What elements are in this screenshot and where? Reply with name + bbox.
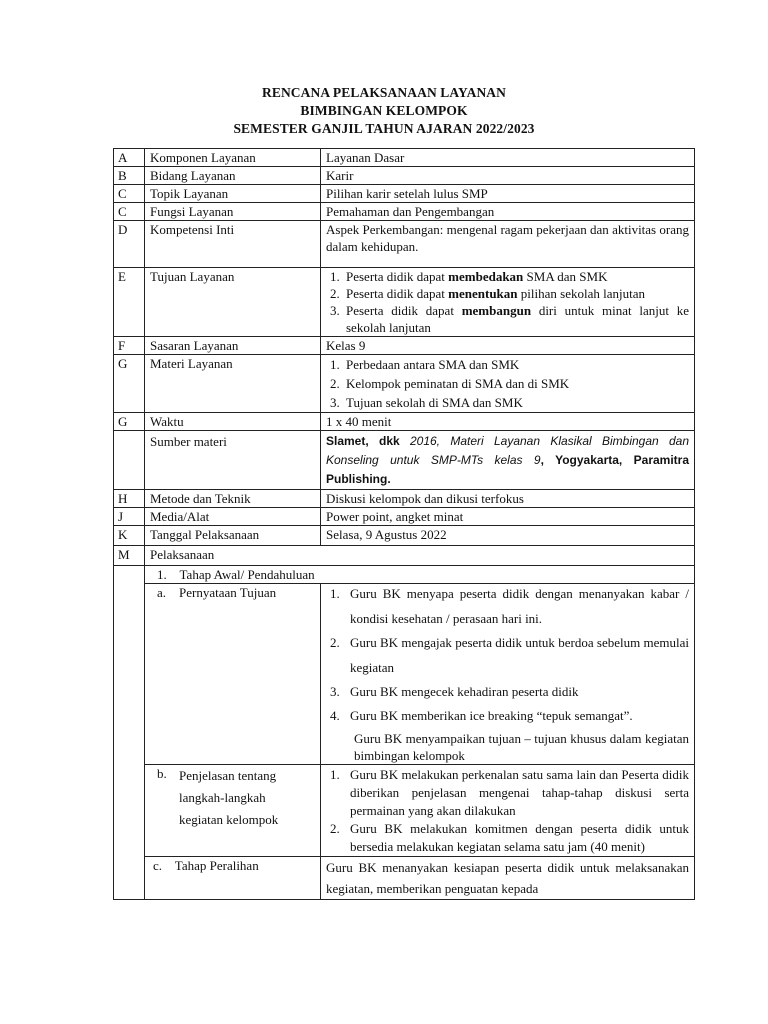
table-row [114,490,695,508]
table-row [114,857,695,900]
row-label: Sumber materi [145,431,321,490]
row-value: Diskusi kelompok dan dikusi terfokus [321,490,695,508]
table-row [114,765,695,857]
stage-b-content [321,765,695,857]
row-value: Layanan Dasar [321,149,695,167]
list-item: 1. Guru BK melakukan perkenalan satu sama lain dan Peserta didik diberikan penjelasan mengenai tahap-tahap diskusi serta permainan yang akan dilakukan [330,767,689,818]
list-item: 3. Tujuan sekolah di SMA dan SMK [330,395,523,410]
empty-cell [114,566,145,900]
list-item: 1. Guru BK menyapa peserta didik dengan menanyakan kabar / kondisi kesehatan / perasaan hari ini. [330,586,689,626]
row-value: Karir [321,167,695,185]
table-row [114,584,695,765]
row-code: H [114,490,145,508]
row-code: G [114,413,145,431]
title-line-1: RENCANA PELAKSANAAN LAYANAN [262,85,506,100]
row-label: Metode dan Teknik [145,490,321,508]
title-line-3: SEMESTER GANJIL TAHUN AJARAN 2022/2023 [233,121,535,136]
row-code: M [114,546,145,566]
list-item: 3. Peserta didik dapat membangun diri untuk minat lanjut ke sekolah lanjutan [330,303,689,335]
table-row [114,546,695,566]
row-label: Bidang Layanan [145,167,321,185]
list-item: 4. Guru BK memberikan ice breaking “tepuk semangat”. [330,708,633,723]
tujuan-khusus-text: Guru BK menyampaikan tujuan – tujuan khusus dalam kegiatan bimbingan kelompok [354,731,689,763]
list-item: 3. Guru BK mengecek kehadiran peserta didik [330,684,579,699]
table-row [114,149,695,167]
row-code: J [114,508,145,526]
stage-a-content [321,584,695,765]
tujuan-list [321,268,695,337]
row-code: B [114,167,145,185]
table-row [114,526,695,546]
stage-b-label: b. Penjelasan tentang langkah-langkah kegiatan kelompok [145,765,321,857]
row-label: Komponen Layanan [145,149,321,167]
row-value: 1 x 40 menit [321,413,695,431]
row-label: Fungsi Layanan [145,203,321,221]
row-value: Kelas 9 [321,337,695,355]
document-title [0,84,768,138]
list-item: 2. Guru BK melakukan komitmen dengan peserta didik untuk bersedia melakukan kegiatan selama satu jam (40 menit) [330,821,689,854]
row-value: Selasa, 9 Agustus 2022 [321,526,695,546]
table-row [114,185,695,203]
row-label: Tujuan Layanan [145,268,321,337]
row-label: Kompetensi Inti [145,221,321,268]
stage-c-label: c. Tahap Peralihan [145,857,321,900]
row-code: E [114,268,145,337]
plan-table [113,148,695,900]
row-code: D [114,221,145,268]
title-line-2: BIMBINGAN KELOMPOK [300,103,468,118]
list-item: 1. Peserta didik dapat membedakan SMA dan SMK [330,269,608,284]
stage-heading: 1. Tahap Awal/ Pendahuluan [145,566,695,584]
list-item: 2. Peserta didik dapat menentukan pilihan sekolah lanjutan [330,286,645,301]
stage-c-content: Guru BK menanyakan kesiapan peserta didik untuk melaksanakan kegiatan, memberikan penguatan kepada [321,857,695,900]
list-item: 2. Kelompok peminatan di SMA dan di SMK [330,376,570,391]
citation-publisher: , Yogyakarta, Paramitra Publishing. [326,453,690,486]
citation-author: Slamet, dkk [326,434,410,448]
table-row [114,413,695,431]
stage-a-label: a. Pernyataan Tujuan [145,584,321,765]
row-value: Pilihan karir setelah lulus SMP [321,185,695,203]
row-label: Pelaksanaan [145,546,695,566]
sumber-citation [321,431,695,490]
list-item: 1. Perbedaan antara SMA dan SMK [330,357,520,372]
row-label: Topik Layanan [145,185,321,203]
table-row [114,431,695,490]
materi-list [321,355,695,413]
row-code: K [114,526,145,546]
citation-title: 2016, Materi Layanan Klasikal Bimbingan dan Konseling untuk SMP-MTs kelas 9 [326,434,690,467]
row-code: C [114,203,145,221]
list-item: 2. Guru BK mengajak peserta didik untuk berdoa sebelum memulai kegiatan [330,635,689,675]
table-row [114,355,695,413]
table-row [114,203,695,221]
row-code [114,431,145,490]
row-label: Media/Alat [145,508,321,526]
row-label: Sasaran Layanan [145,337,321,355]
row-code: A [114,149,145,167]
table-row [114,337,695,355]
table-row [114,508,695,526]
row-code: G [114,355,145,413]
row-label: Tanggal Pelaksanaan [145,526,321,546]
row-code: C [114,185,145,203]
row-code: F [114,337,145,355]
row-value: Aspek Perkembangan: mengenal ragam pekerjaan dan aktivitas orang dalam kehidupan. [321,221,695,268]
row-label: Waktu [145,413,321,431]
row-label: Materi Layanan [145,355,321,413]
row-value: Power point, angket minat [321,508,695,526]
row-value: Pemahaman dan Pengembangan [321,203,695,221]
table-row [114,167,695,185]
table-row [114,268,695,337]
table-row [114,221,695,268]
